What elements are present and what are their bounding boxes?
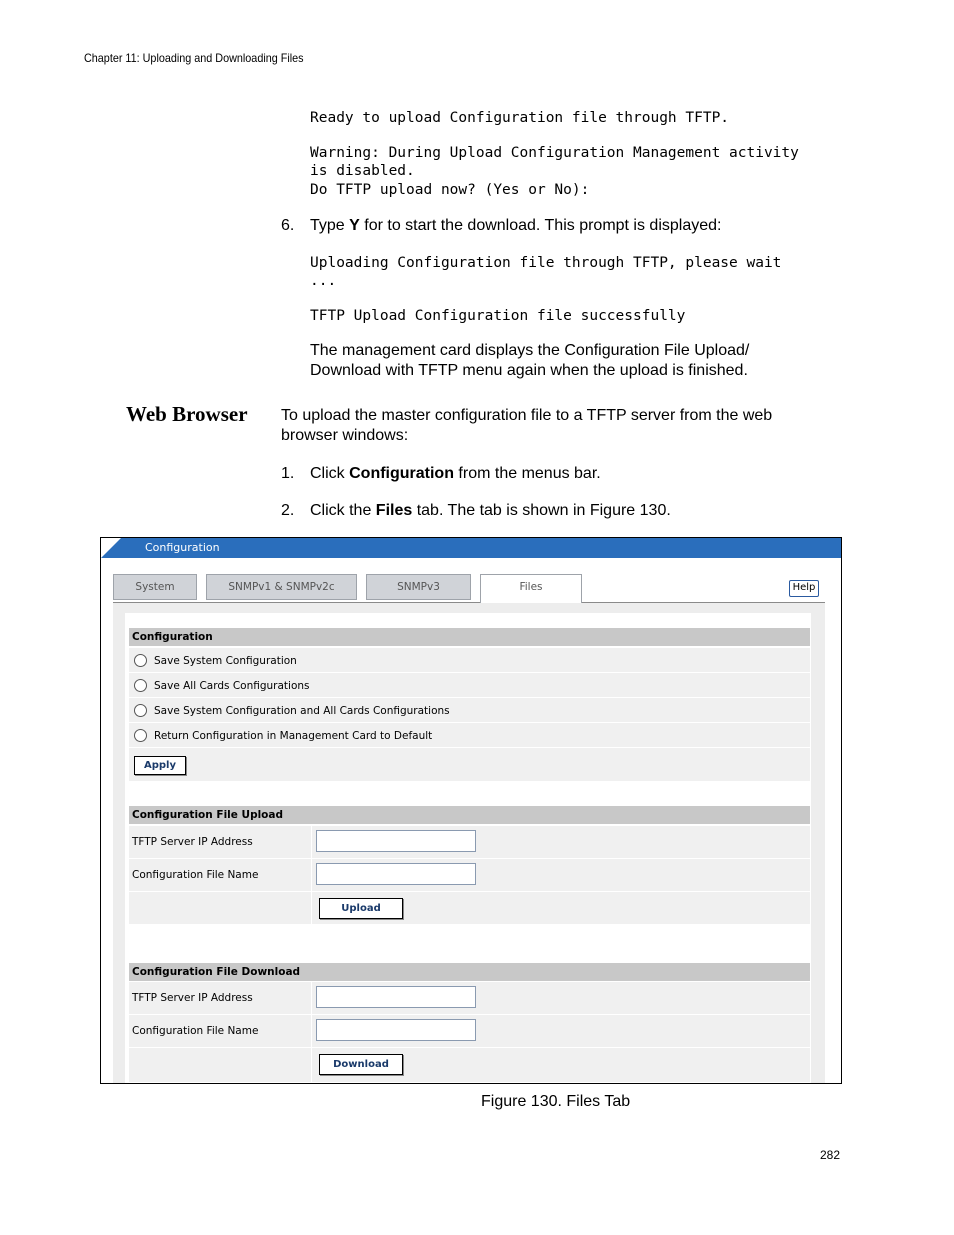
column-divider [311,1015,312,1048]
page-number: 282 [820,1148,841,1162]
radio-label: Save System Configuration [154,655,297,667]
help-button[interactable]: Help [789,580,819,597]
chapter-header: Chapter 11: Uploading and Downloading Files [84,51,304,65]
tab-files[interactable]: Files [480,574,582,603]
download-file-label: Configuration File Name [132,1025,259,1037]
step-text-post: tab. The tab is shown in Figure 130. [412,502,671,519]
upload-ip-row [129,826,810,859]
download-button-row [129,1048,810,1083]
download-file-input[interactable] [316,1019,476,1041]
upload-file-label: Configuration File Name [132,869,259,881]
section-heading: Web Browser [126,402,248,426]
upload-ip-input[interactable] [316,830,476,852]
upload-ip-label: TFTP Server IP Address [132,836,253,848]
step-text-post: for to start the download. This prompt is displayed: [359,217,722,234]
cli-line: Do TFTP upload now? (Yes or No): [310,182,590,198]
step-text-post: from the menus bar. [453,465,601,482]
figure-caption: Figure 130. Files Tab [481,1093,631,1110]
tab-system[interactable]: System [113,574,197,600]
step-1 [281,464,601,484]
tab-snmpv3[interactable]: SNMPv3 [366,574,471,600]
section-intro: To upload the master configuration file to a TFTP server from the web [281,407,773,424]
radio-row[interactable] [129,648,810,673]
download-button[interactable]: Download [319,1054,403,1075]
step-text-bold: Configuration [349,465,454,482]
window-title: Configuration [145,541,220,554]
files-tab-screenshot [100,537,842,1084]
upload-file-row [129,859,810,892]
step-text-pre: Click [310,465,350,482]
cli-line: TFTP Upload Configuration file successfully [310,308,686,324]
section-intro: browser windows: [281,427,409,444]
download-section-header: Configuration File Download [129,963,810,981]
tab-snmpv1-v2c[interactable]: SNMPv1 & SNMPv2c [206,574,357,600]
step-number: 2. [281,502,295,519]
radio-row[interactable] [129,723,810,748]
column-divider [311,826,312,859]
column-divider [311,892,312,925]
radio-label: Save All Cards Configurations [154,680,310,692]
upload-section-header: Configuration File Upload [129,806,810,824]
radio-label: Return Configuration in Management Card to Default [154,730,433,742]
radio-button[interactable] [134,654,147,667]
upload-button-row [129,892,810,925]
apply-row [129,748,810,782]
column-divider [311,859,312,892]
column-divider [311,1048,312,1083]
radio-label: Save System Configuration and All Cards Configurations [154,705,450,717]
cli-line: Warning: During Upload Configuration Management activity [310,145,799,161]
radio-button[interactable] [134,704,147,717]
cli-line: Uploading Configuration file through TFTP, please wait [310,255,782,271]
download-ip-row [129,982,810,1015]
radio-button[interactable] [134,679,147,692]
radio-row[interactable] [129,698,810,723]
paragraph-line: Download with TFTP menu again when the upload is finished. [310,362,748,379]
cli-line: Ready to upload Configuration file through TFTP. [310,110,730,126]
step-number: 1. [281,465,295,482]
step-6 [281,216,721,236]
download-ip-input[interactable] [316,986,476,1008]
step-text-pre: Click the [310,502,376,519]
paragraph-line: The management card displays the Configuration File Upload/ [310,342,750,359]
step-text-pre: Type [310,217,350,234]
radio-row[interactable] [129,673,810,698]
download-file-row [129,1015,810,1048]
configuration-section-header: Configuration [129,628,810,646]
download-ip-label: TFTP Server IP Address [132,992,253,1004]
step-text-bold: Y [349,217,360,234]
column-divider [311,982,312,1015]
cli-line: ... [310,273,337,289]
step-2 [281,501,671,521]
step-text-bold: Files [375,502,413,519]
title-bar-notch [101,538,121,558]
cli-line: is disabled. [310,163,415,179]
upload-button[interactable]: Upload [319,898,403,919]
upload-file-input[interactable] [316,863,476,885]
radio-button[interactable] [134,729,147,742]
step-number: 6. [281,217,295,234]
apply-button[interactable]: Apply [134,756,186,775]
